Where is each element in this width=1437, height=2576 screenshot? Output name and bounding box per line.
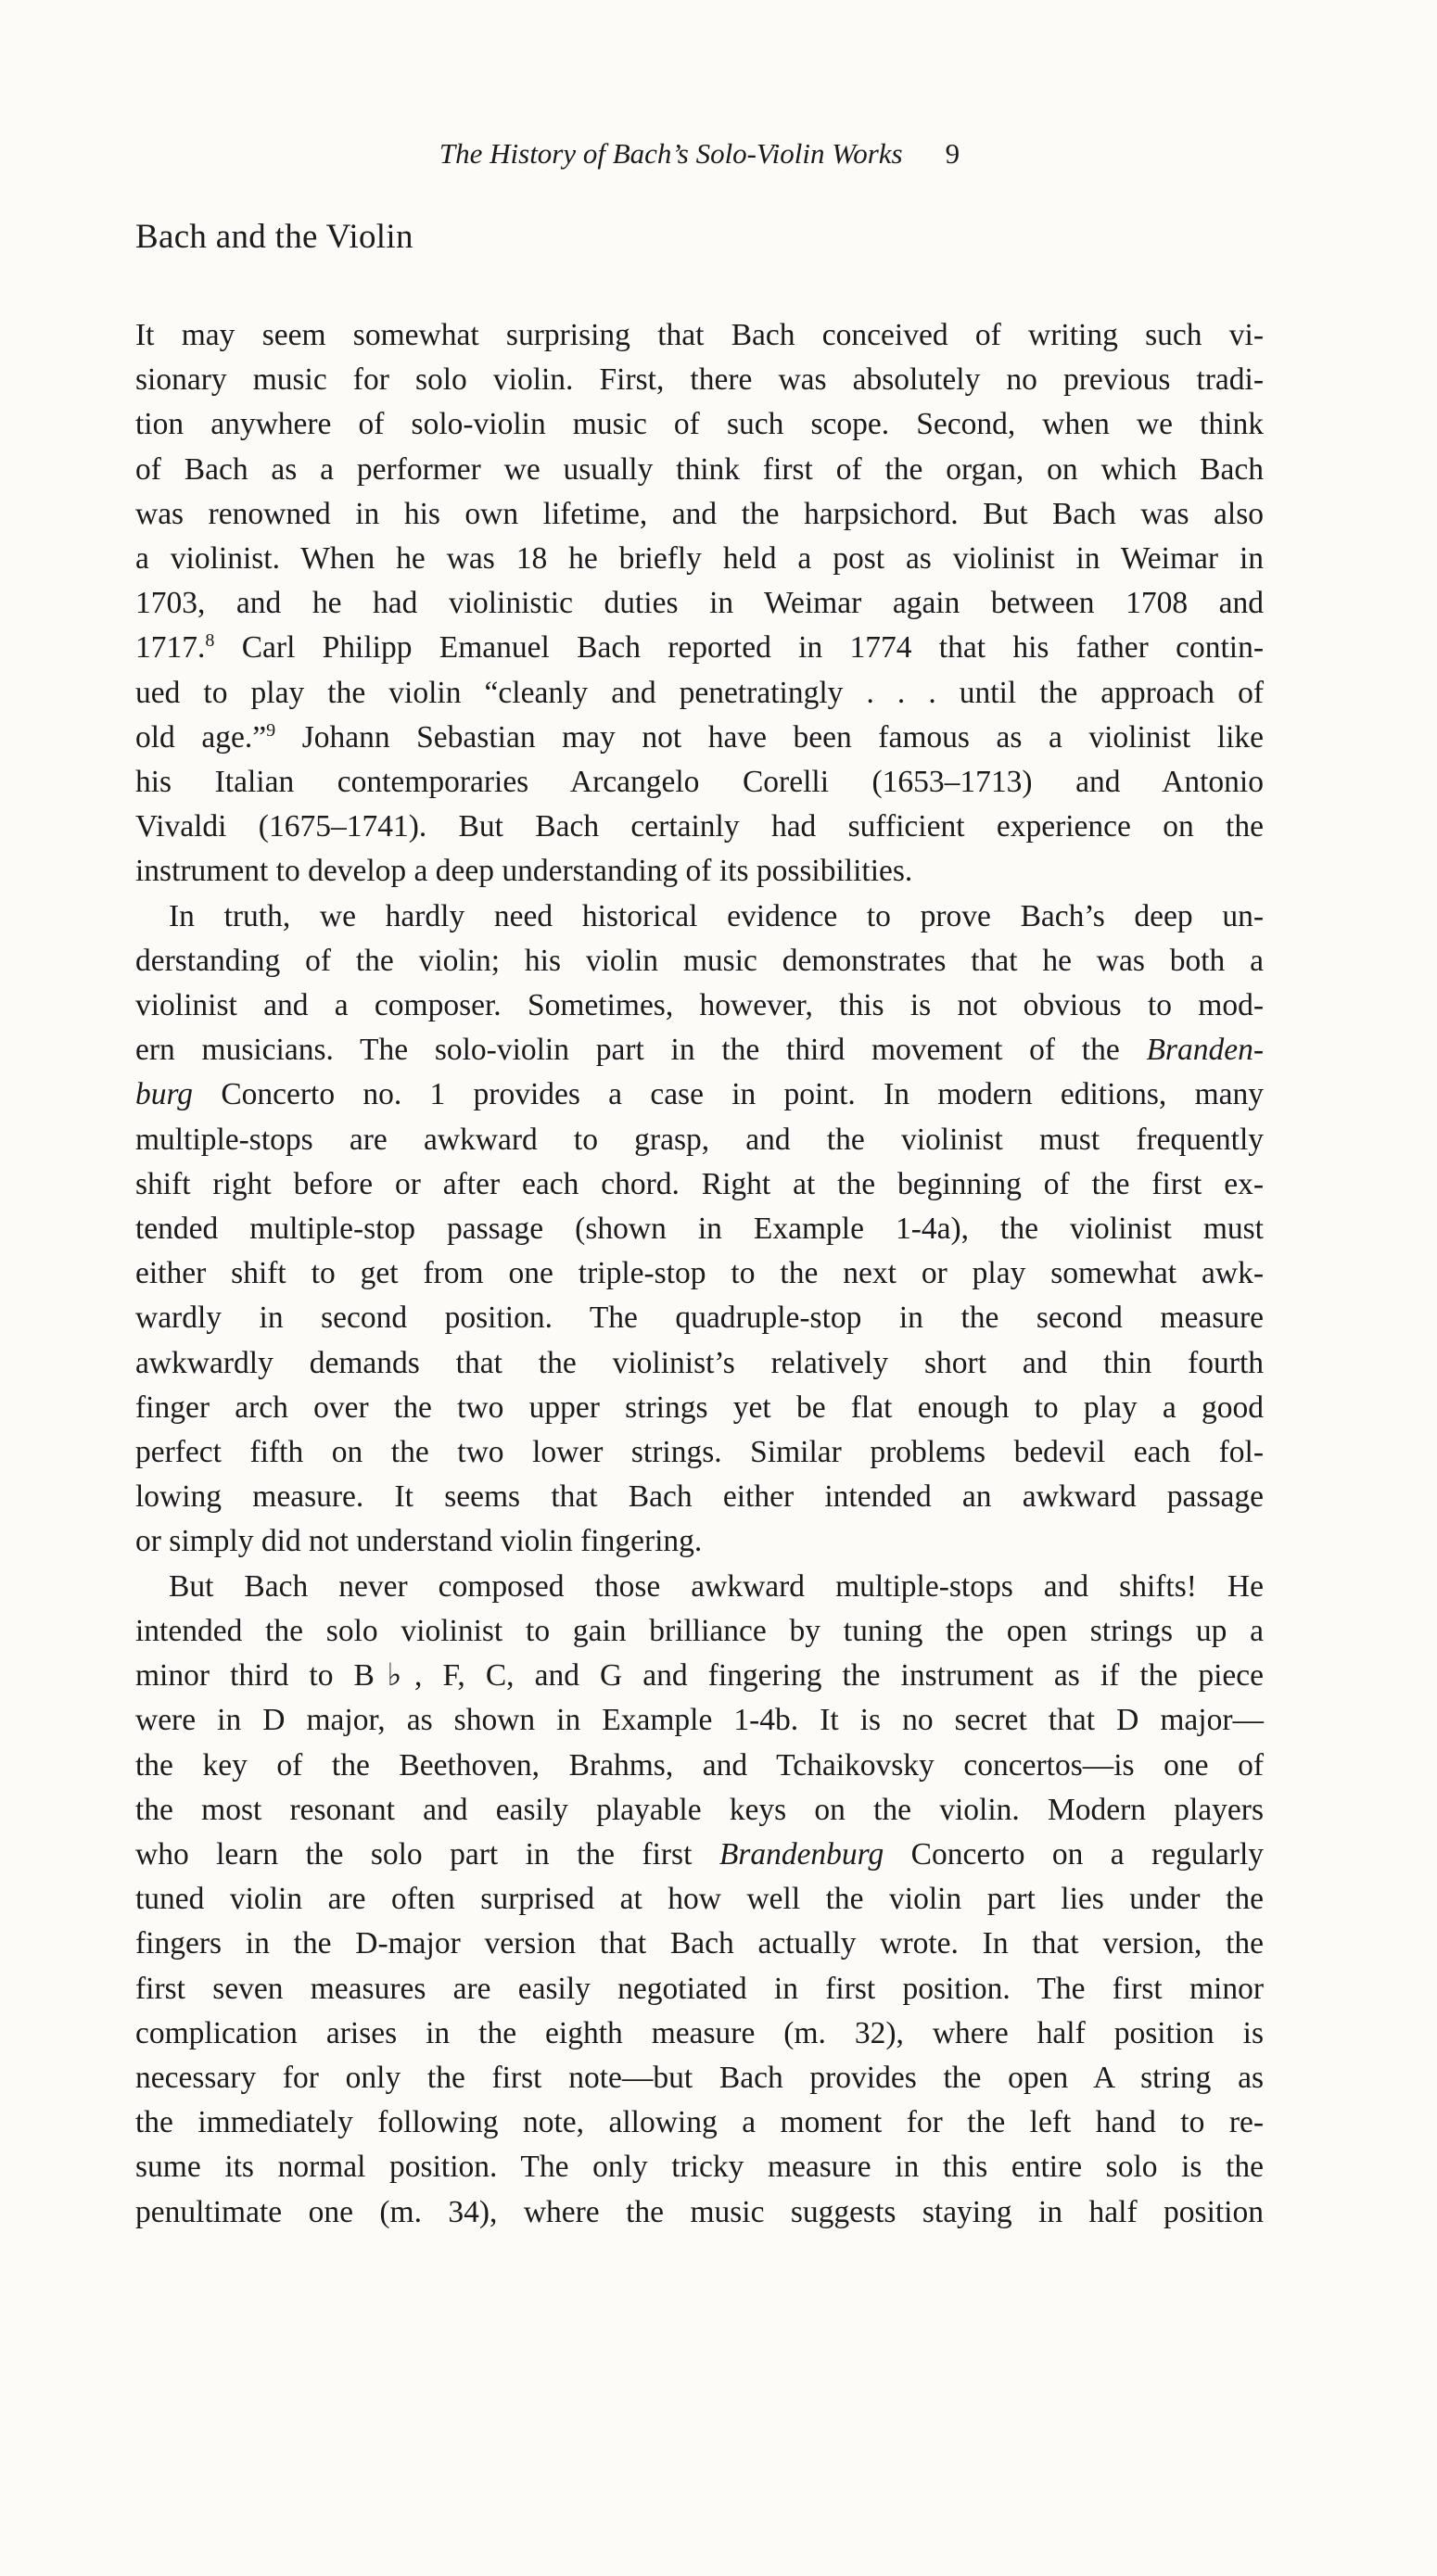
- text-run: who learn the solo part in the first: [135, 1836, 719, 1872]
- text-run: the key of the Beethoven, Brahms, and Tchaikovsky concertos—is one of: [135, 1747, 1264, 1783]
- text-line: [135, 313, 1264, 358]
- body-paragraphs: [135, 313, 1264, 2235]
- text-line: [135, 1877, 1264, 1922]
- text-run: either shift to get from one triple-stop to the next or play somewhat awk-: [135, 1256, 1264, 1291]
- text-run: But Bach never composed those awkward multiple-stops and shifts! He: [169, 1568, 1264, 1604]
- text-run: multiple-stops are awkward to grasp, and the violinist must frequently: [135, 1122, 1264, 1157]
- text-run: were in D major, as shown in Example 1-4b. It is no secret that D major—: [135, 1703, 1264, 1738]
- text-line: [135, 2100, 1264, 2145]
- text-line: [135, 805, 1264, 849]
- text-line: [135, 1609, 1264, 1654]
- text-line: [135, 1744, 1264, 1788]
- text-run: tion anywhere of solo-violin music of such scope. Second, when we think: [135, 407, 1264, 442]
- text-line: [135, 581, 1264, 626]
- text-line: [135, 1698, 1264, 1743]
- text-run: Johann Sebastian may not have been famous as a violinist like: [275, 719, 1264, 755]
- paragraph: [135, 313, 1264, 895]
- text-run: the most resonant and easily playable keys on the violin. Modern players: [135, 1792, 1264, 1827]
- italic-run: Branden-: [1146, 1033, 1264, 1068]
- text-run: 1717.: [135, 630, 206, 666]
- text-line: [135, 537, 1264, 581]
- text-run: wardly in second position. The quadruple-stop in the second measure: [135, 1301, 1264, 1336]
- text-line: [135, 1386, 1264, 1430]
- text-line: [135, 2190, 1264, 2235]
- paragraph: [135, 1565, 1264, 2235]
- text-run: necessary for only the first note—but Bach provides the open A string as: [135, 2060, 1264, 2095]
- text-run: ued to play the violin “cleanly and penetratingly . . . until the approach of: [135, 675, 1264, 710]
- text-line: [135, 671, 1264, 716]
- text-line: [135, 1565, 1264, 1609]
- text-line: [135, 1967, 1264, 2011]
- text-line: [135, 1162, 1264, 1207]
- text-run: fingers in the D-major version that Bach actually wrote. In that version, the: [135, 1926, 1264, 1961]
- text-run: In truth, we hardly need historical evidence to prove Bach’s deep un-: [169, 898, 1264, 933]
- text-line: [135, 1654, 1264, 1698]
- running-header-title: The History of Bach’s Solo-Violin Works: [439, 137, 903, 170]
- text-line: [135, 448, 1264, 492]
- text-run: tuned violin are often surprised at how well the violin part lies under the: [135, 1882, 1264, 1917]
- text-line: [135, 1028, 1264, 1072]
- text-run: Carl Philipp Emanuel Bach reported in 1774 that his father contin-: [214, 630, 1264, 666]
- text-line: [135, 1207, 1264, 1251]
- text-run: shift right before or after each chord. Right at the beginning of the first ex-: [135, 1166, 1264, 1201]
- text-run: of Bach as a performer we usually think first of the organ, on which Bach: [135, 451, 1264, 487]
- text-run: his Italian contemporaries Arcangelo Corelli (1653–1713) and Antonio: [135, 765, 1264, 800]
- text-line: [135, 2056, 1264, 2100]
- text-line: [135, 2145, 1264, 2189]
- text-run: awkwardly demands that the violinist’s relatively short and thin fourth: [135, 1345, 1264, 1380]
- text-run: perfect fifth on the two lower strings. Similar problems bedevil each fol-: [135, 1435, 1264, 1470]
- text-line: [135, 402, 1264, 447]
- text-run: sume its normal position. The only tricky measure in this entire solo is the: [135, 2150, 1264, 2185]
- text-line: [135, 2011, 1264, 2056]
- text-run: penultimate one (m. 34), where the music suggests staying in half position: [135, 2194, 1264, 2229]
- text-run: a violinist. When he was 18 he briefly held a post as violinist in Weimar in: [135, 541, 1264, 577]
- text-run: complication arises in the eighth measure (m. 32), where half position is: [135, 2015, 1264, 2050]
- footnote-marker: 9: [266, 719, 276, 741]
- section-heading: Bach and the Violin: [135, 218, 413, 256]
- text-line: [135, 1922, 1264, 1966]
- text-line: [135, 1296, 1264, 1340]
- text-run: derstanding of the violin; his violin music demonstrates that he was both a: [135, 943, 1264, 978]
- text-run: or simply did not understand violin fingering.: [135, 1524, 703, 1559]
- text-line: [135, 716, 1264, 760]
- text-run: Vivaldi (1675–1741). But Bach certainly had sufficient experience on the: [135, 809, 1264, 844]
- text-run: was renowned in his own lifetime, and the harpsichord. But Bach was also: [135, 496, 1264, 531]
- italic-run: burg: [135, 1077, 194, 1112]
- text-run: 1703, and he had violinistic duties in Weimar again between 1708 and: [135, 586, 1264, 621]
- text-line: [135, 626, 1264, 670]
- running-header: [135, 137, 1264, 171]
- text-run: It may seem somewhat surprising that Bach conceived of writing such vi-: [135, 318, 1264, 352]
- text-run: the immediately following note, allowing a moment for the left hand to re-: [135, 2105, 1264, 2140]
- text-run: old age.”: [135, 719, 267, 755]
- text-line: [135, 358, 1264, 402]
- paragraph: [135, 895, 1264, 1565]
- text-line: [135, 1475, 1264, 1519]
- text-line: [135, 1833, 1264, 1877]
- text-line: [135, 1072, 1264, 1117]
- text-run: intended the solo violinist to gain brilliance by tuning the open strings up a: [135, 1613, 1264, 1648]
- text-line: [135, 1118, 1264, 1162]
- footnote-marker: 8: [205, 630, 215, 652]
- text-run: instrument to develop a deep understanding of its possibilities.: [135, 854, 913, 889]
- text-run: lowing measure. It seems that Bach either intended an awkward passage: [135, 1479, 1264, 1515]
- text-line: [135, 1251, 1264, 1296]
- text-line: [135, 983, 1264, 1028]
- text-run: finger arch over the two upper strings yet be flat enough to play a good: [135, 1390, 1264, 1425]
- text-line: [135, 849, 1264, 894]
- text-line: [135, 1430, 1264, 1475]
- text-line: [135, 1519, 1264, 1564]
- text-run: first seven measures are easily negotiated in first position. The first minor: [135, 1971, 1264, 2006]
- italic-run: Brandenburg: [718, 1836, 884, 1872]
- text-run: ern musicians. The solo-violin part in the third movement of the: [135, 1033, 1147, 1068]
- text-run: Concerto no. 1 provides a case in point. In modern editions, many: [193, 1077, 1264, 1112]
- text-run: minor third to B♭, F, C, and G and fingering the instrument as if the piece: [135, 1658, 1264, 1694]
- text-run: tended multiple-stop passage (shown in Example 1-4a), the violinist must: [135, 1212, 1264, 1247]
- text-run: violinist and a composer. Sometimes, however, this is not obvious to mod-: [135, 988, 1264, 1023]
- text-line: [135, 1341, 1264, 1386]
- text-line: [135, 760, 1264, 805]
- text-run: Concerto on a regularly: [884, 1836, 1264, 1872]
- text-line: [135, 1788, 1264, 1833]
- text-run: sionary music for solo violin. First, there was absolutely no previous tradi-: [135, 362, 1264, 398]
- text-line: [135, 895, 1264, 939]
- text-line: [135, 492, 1264, 537]
- text-line: [135, 939, 1264, 983]
- page-number: 9: [945, 137, 960, 170]
